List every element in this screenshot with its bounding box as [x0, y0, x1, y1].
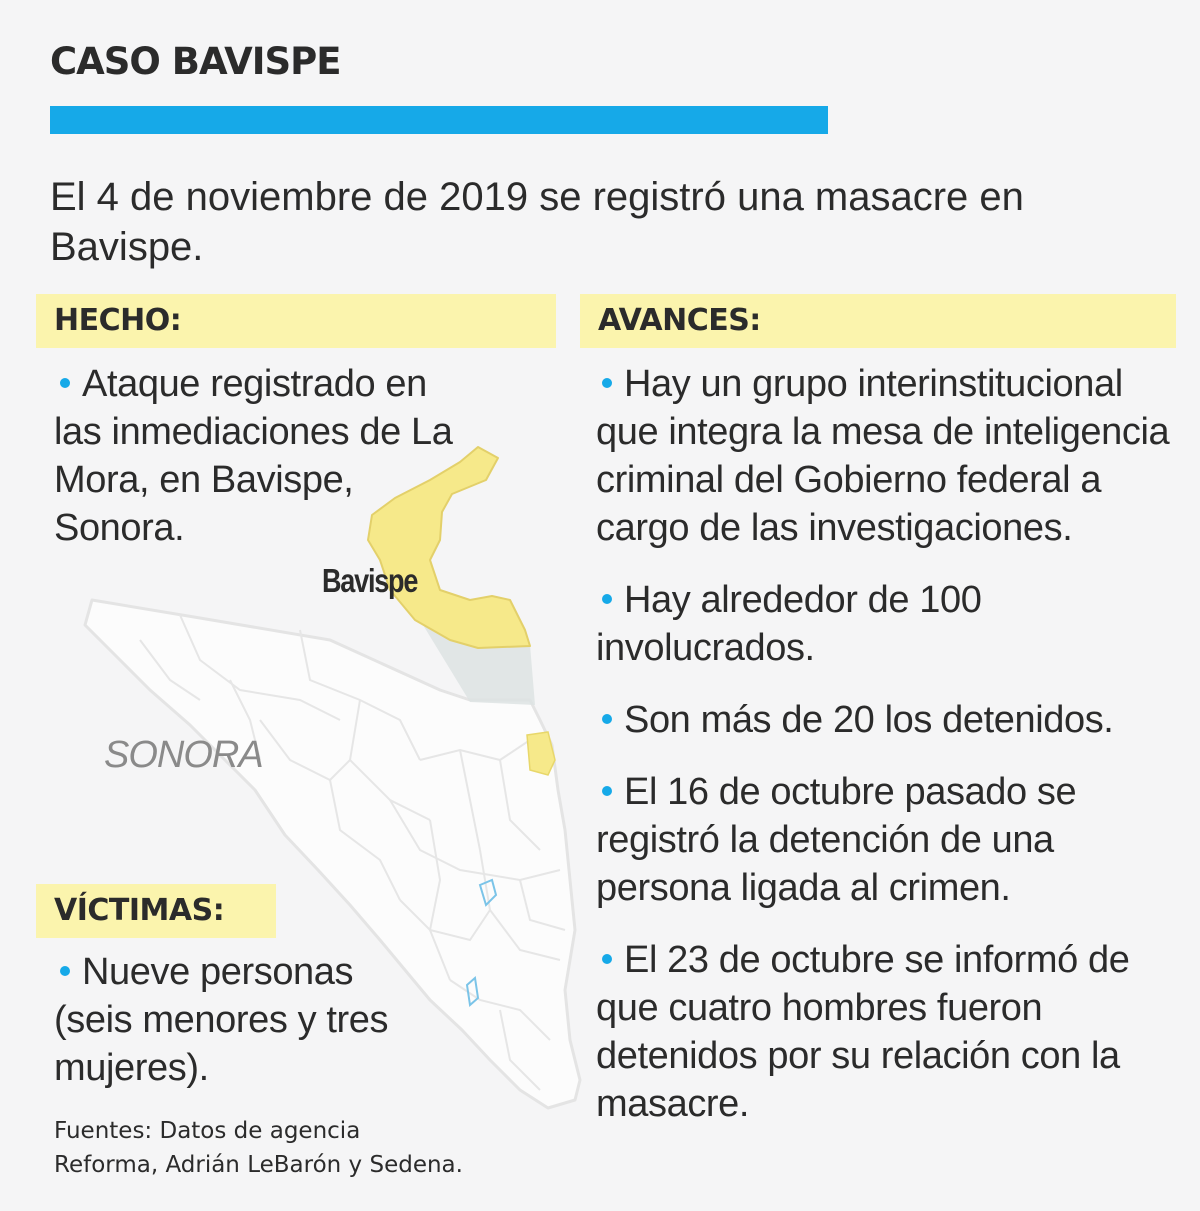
list-item — [54, 948, 404, 1092]
map-label-bavispe: Bavispe — [322, 562, 418, 599]
victimas-item-text: Nueve personas (seis menores y tres mujeres). — [54, 951, 389, 1089]
avances-item-text: El 16 de octubre pasado se registró la detención de una persona ligada al crimen. — [596, 771, 1077, 909]
victimas-list — [54, 948, 404, 1092]
hecho-item-text: Ataque registrado en las inmediaciones de La Mora, en Bavispe, Sonora. — [54, 363, 453, 549]
list-item — [596, 360, 1186, 552]
sources-line-1: Fuentes: Datos de agencia — [54, 1118, 361, 1144]
bavispe-highlight-small — [527, 732, 555, 775]
avances-item-text: Hay un grupo interinstitucional que integra la mesa de inteligencia criminal del Gobierno federal a cargo de las investigaciones. — [596, 363, 1170, 549]
avances-item-text: Hay alrededor de 100 involucrados. — [596, 579, 982, 669]
list-item — [596, 936, 1186, 1128]
bullet-icon — [60, 378, 70, 388]
page-title: CASO BAVISPE — [50, 40, 341, 83]
avances-list — [596, 360, 1186, 1152]
bullet-icon — [60, 966, 70, 976]
bullet-icon — [602, 594, 612, 604]
victimas-heading: VÍCTIMAS: — [54, 893, 225, 928]
list-item — [596, 768, 1186, 912]
sources-note — [54, 1114, 463, 1182]
map-label-sonora: SONORA — [104, 734, 263, 776]
avances-heading: AVANCES: — [598, 303, 761, 338]
bullet-icon — [602, 714, 612, 724]
hecho-heading: HECHO: — [54, 303, 182, 338]
avances-item-text: El 23 de octubre se informó de que cuatro hombres fueron detenidos por su relación con la masacre. — [596, 939, 1130, 1125]
list-item — [54, 360, 454, 552]
intro-text: El 4 de noviembre de 2019 se registró una masacre en Bavispe. — [50, 175, 1024, 269]
hecho-list — [54, 360, 454, 552]
avances-item-text: Son más de 20 los detenidos. — [624, 699, 1114, 741]
list-item — [596, 576, 1186, 672]
bullet-icon — [602, 786, 612, 796]
sources-line-2: Reforma, Adrián LeBarón y Sedena. — [54, 1152, 463, 1178]
list-item — [596, 696, 1186, 744]
bullet-icon — [602, 954, 612, 964]
bullet-icon — [602, 378, 612, 388]
